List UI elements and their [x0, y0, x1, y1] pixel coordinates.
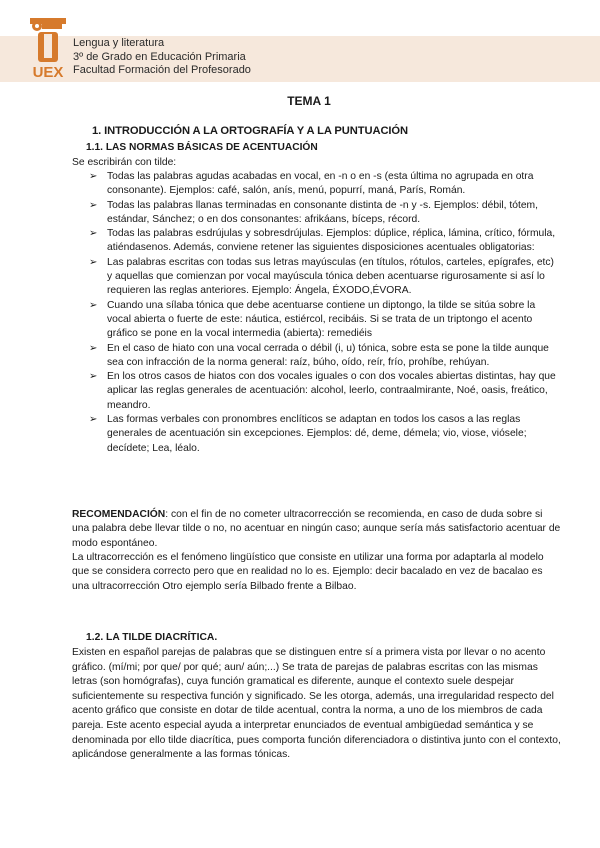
ultracorrection-paragraph: La ultracorrección es el fenómeno lingüístico que consiste en utilizar una forma por adaptarla al modelo que se considera correcto pero que en realidad no lo es. Ejemplo: decir bacalado en vez de bacalao es una ultracorrección Otro ejemplo sería Bilbado frente a Bilbao. — [72, 552, 544, 592]
subject-line: Lengua y literatura — [73, 37, 165, 49]
list-item: ➢ Cuando una sílaba tónica que debe acentuarse contiene un diptongo, la tilde se sitúa sobre la vocal abierta o fuerte de este: náutica, estiércol, recibáis. Si se trata de un triptongo el acento gráfico se pone en la vocal intermedia (abierta): remediéis — [89, 299, 536, 340]
arrow-bullet-icon: ➢ — [89, 371, 98, 383]
diacritic-tilde-paragraph: Existen en español parejas de palabras que se distinguen entre sí a primera vista por llevar o no acento gráfico. (mí/mi; por que/ por qué; aun/ aún;...) Se trata de parejas de palabras escritas con las mismas letras (son homógrafas), cuya función gramatical es diferente, aunque el contexto suele despejar suficientemente su respectiva función y significado. Se les otorga, además, una irregularidad respecto del acento gráfico que consiste en dotar de tilde acentual, contra la norma, a uno de los miembros de cada pareja. Este acento especial ayuda a interpretar enunciados de eventual ambigüedad semántica y se denominada por ello tilde diacrítica, pues comporta función diferenciadora o distintiva junto con el contexto, aplicándose generalmente a las formas tónicas. — [72, 647, 561, 761]
arrow-bullet-icon: ➢ — [89, 228, 98, 240]
page-title: TEMA 1 — [287, 94, 331, 108]
list-item: ➢ Las formas verbales con pronombres enclíticos se adaptan en todos los casos a las reglas generales de acentuación sin excepciones. Ejemplos: dé, deme, démela; vio, viose, viósele; decídete; Lea, léalo. — [89, 414, 527, 454]
list-item: ➢ En el caso de hiato con una vocal cerrada o débil (i, u) tónica, sobre esta se pone la tilde aunque sea con infracción de la norma general: raíz, búho, oído, reír, frío, prohíbe, rehúyan. — [89, 342, 549, 368]
arrow-bullet-icon: ➢ — [89, 342, 98, 354]
recommendation-text: : con el fin de no cometer ultracorrección se recomienda, en caso de duda sobre si una palabra debe llevar tilde o no, no acentuar en ningún caso; aunque sería más satisfactorio acentuar de modo espontáneo. — [72, 509, 561, 549]
section-1-2-heading: 1.2. LA TILDE DIACRÍTICA. — [86, 632, 218, 643]
accent-rules-list — [86, 170, 556, 456]
intro-text: Se escribirán con tilde: — [72, 157, 177, 168]
list-item: ➢ Todas las palabras esdrújulas y sobresdrújulas. Ejemplos: dúplice, réplica, lámina, crítico, fórmula, atiéndasenos. Además, conviene retener las siguientes disposiciones acentuales obligatorias: — [89, 228, 556, 254]
header-org-lines — [73, 37, 251, 78]
list-item: ➢ En los otros casos de hiatos con dos vocales iguales o con dos vocales abiertas distintas, hay que aplicar las reglas generales de acentuación: alcohol, leerlo, contraalmirante, Noé, oasis, freático, meandro. — [89, 371, 556, 411]
list-item: ➢ Todas las palabras agudas acabadas en vocal, en -n o en -s (esta última no agrupada en otra consonante). Ejemplos: café, salón, anís, menú, popurrí, maná, París, Román. — [89, 171, 534, 197]
degree-line: 3º de Grado en Educación Primaria — [73, 50, 246, 63]
list-item: ➢ Todas las palabras llanas terminadas en consonante distinta de -n y -s. Ejemplos: débil, tótem, estándar, Sánchez; o en dos consonantes: afrikáans, bíceps, récord. — [89, 199, 538, 225]
recommendation-paragraph — [72, 508, 562, 551]
arrow-bullet-icon: ➢ — [89, 199, 98, 211]
section-1-heading: 1. INTRODUCCIÓN A LA ORTOGRAFÍA Y A LA PUNTUACIÓN — [92, 125, 409, 137]
section-1-1-heading: 1.1. LAS NORMAS BÁSICAS DE ACENTUACIÓN — [86, 142, 318, 153]
logo-text: UEX — [32, 64, 64, 80]
arrow-bullet-icon: ➢ — [89, 256, 98, 268]
faculty-line: Facultad Formación del Profesorado — [73, 64, 251, 76]
arrow-bullet-icon: ➢ — [89, 414, 98, 426]
arrow-bullet-icon: ➢ — [89, 171, 98, 182]
arrow-bullet-icon: ➢ — [89, 299, 98, 311]
list-item: ➢ Las palabras escritas con todas sus letras mayúsculas (en títulos, rótulos, carteles, epígrafes, etc) y aquellas que comienzan por vocal mayúscula tónica deben acentuarse rigurosamente si así lo requieren las reglas anteriores. Ejemplo: Ángela, ÉXODO,ÉVORA. — [89, 256, 554, 297]
uex-logo — [30, 16, 66, 80]
recommendation-label: RECOMENDACIÓN — [72, 509, 166, 520]
